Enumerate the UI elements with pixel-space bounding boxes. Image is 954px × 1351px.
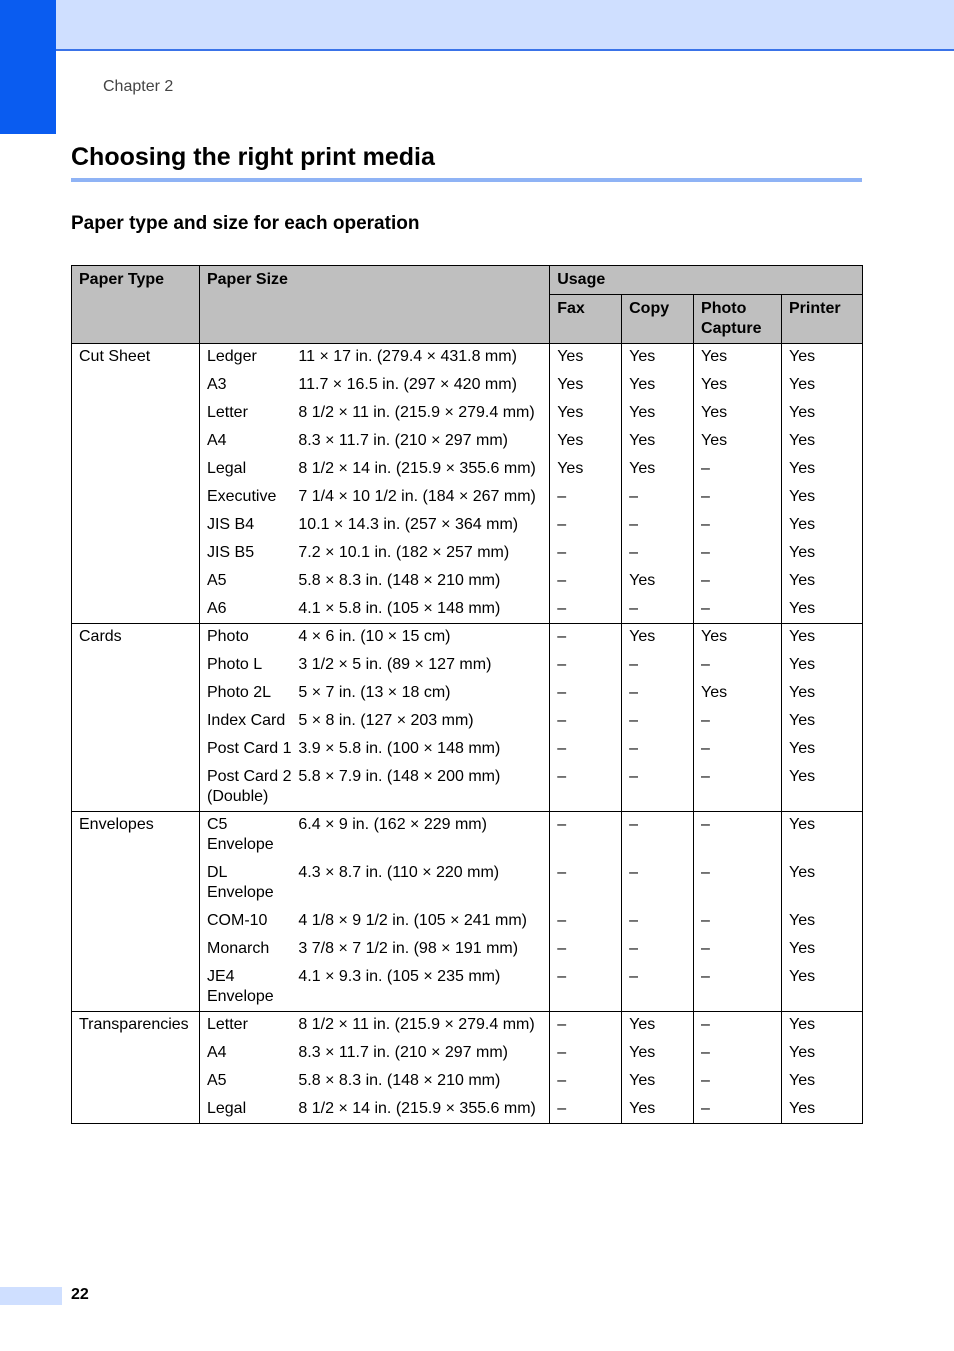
table-row [72, 764, 863, 812]
header-photo-capture: Photo Capture [694, 295, 782, 344]
size-dimensions-cell: 5 × 8 in. (127 × 203 mm) [295, 708, 549, 736]
fax-cell: – [550, 680, 622, 708]
fax-cell: – [550, 708, 622, 736]
printer-cell: Yes [782, 456, 863, 484]
photo-capture-cell: Yes [694, 344, 782, 372]
fax-cell: – [550, 908, 622, 936]
size-name-cell: Photo L [199, 652, 295, 680]
size-dimensions-cell: 7 1/4 × 10 1/2 in. (184 × 267 mm) [295, 484, 549, 512]
table-row [72, 1096, 863, 1124]
copy-cell: – [622, 764, 694, 812]
fax-cell: – [550, 764, 622, 812]
size-name-cell: Letter [199, 1012, 295, 1040]
size-name-cell: JIS B5 [199, 540, 295, 568]
paper-type-cell [72, 708, 200, 736]
printer-cell: Yes [782, 540, 863, 568]
size-dimensions-cell: 4 × 6 in. (10 × 15 cm) [295, 624, 549, 652]
copy-cell: – [622, 596, 694, 624]
paper-type-cell [72, 736, 200, 764]
photo-capture-cell: Yes [694, 624, 782, 652]
size-dimensions-cell: 5.8 × 8.3 in. (148 × 210 mm) [295, 1068, 549, 1096]
photo-capture-cell: Yes [694, 428, 782, 456]
copy-cell: – [622, 936, 694, 964]
size-dimensions-cell: 8 1/2 × 14 in. (215.9 × 355.6 mm) [295, 456, 549, 484]
header-band [0, 0, 954, 51]
paper-type-cell [72, 964, 200, 1012]
size-name-cell: Legal [199, 456, 295, 484]
size-name-cell: A6 [199, 596, 295, 624]
paper-type-cell [72, 680, 200, 708]
printer-cell: Yes [782, 624, 863, 652]
paper-type-cell: Cards [72, 624, 200, 652]
photo-capture-cell: – [694, 1096, 782, 1124]
printer-cell: Yes [782, 1068, 863, 1096]
photo-capture-cell: – [694, 512, 782, 540]
size-name-cell: Ledger [199, 344, 295, 372]
printer-cell: Yes [782, 860, 863, 908]
size-name-cell: COM-10 [199, 908, 295, 936]
printer-cell: Yes [782, 812, 863, 860]
section-heading: Paper type and size for each operation [71, 213, 420, 234]
copy-cell: Yes [622, 568, 694, 596]
table-row [72, 568, 863, 596]
copy-cell: – [622, 680, 694, 708]
fax-cell: Yes [550, 400, 622, 428]
table-row [72, 372, 863, 400]
table-row [72, 1012, 863, 1040]
size-name-cell: Post Card 1 [199, 736, 295, 764]
copy-cell: Yes [622, 1012, 694, 1040]
paper-type-cell [72, 1068, 200, 1096]
photo-capture-cell: – [694, 484, 782, 512]
paper-type-cell [72, 428, 200, 456]
fax-cell: – [550, 568, 622, 596]
photo-capture-cell: Yes [694, 400, 782, 428]
size-dimensions-cell: 4.1 × 5.8 in. (105 × 148 mm) [295, 596, 549, 624]
paper-type-cell: Transparencies [72, 1012, 200, 1040]
size-dimensions-cell: 10.1 × 14.3 in. (257 × 364 mm) [295, 512, 549, 540]
copy-cell: – [622, 812, 694, 860]
header-copy: Copy [622, 295, 694, 344]
fax-cell: – [550, 736, 622, 764]
size-dimensions-cell: 8 1/2 × 11 in. (215.9 × 279.4 mm) [295, 1012, 549, 1040]
copy-cell: Yes [622, 1040, 694, 1068]
photo-capture-cell: – [694, 1040, 782, 1068]
copy-cell: Yes [622, 344, 694, 372]
copy-cell: Yes [622, 372, 694, 400]
size-name-cell: A4 [199, 428, 295, 456]
paper-type-cell [72, 596, 200, 624]
copy-cell: – [622, 908, 694, 936]
table-body [72, 344, 863, 1124]
size-dimensions-cell: 4.1 × 9.3 in. (105 × 235 mm) [295, 964, 549, 1012]
copy-cell: – [622, 484, 694, 512]
copy-cell: Yes [622, 428, 694, 456]
footer-bar [0, 1287, 62, 1305]
paper-type-cell [72, 652, 200, 680]
fax-cell: – [550, 596, 622, 624]
size-name-cell: DL Envelope [199, 860, 295, 908]
printer-cell: Yes [782, 344, 863, 372]
fax-cell: – [550, 936, 622, 964]
table-row [72, 736, 863, 764]
photo-capture-cell: – [694, 908, 782, 936]
fax-cell: – [550, 652, 622, 680]
copy-cell: – [622, 540, 694, 568]
photo-capture-cell: – [694, 1012, 782, 1040]
copy-cell: – [622, 860, 694, 908]
size-name-cell: Index Card [199, 708, 295, 736]
copy-cell: – [622, 964, 694, 1012]
size-name-cell: Letter [199, 400, 295, 428]
printer-cell: Yes [782, 652, 863, 680]
size-name-cell: Executive [199, 484, 295, 512]
photo-capture-cell: – [694, 736, 782, 764]
table-row [72, 1040, 863, 1068]
table-row [72, 936, 863, 964]
printer-cell: Yes [782, 372, 863, 400]
size-name-cell: Monarch [199, 936, 295, 964]
printer-cell: Yes [782, 428, 863, 456]
paper-type-cell [72, 1040, 200, 1068]
fax-cell: – [550, 484, 622, 512]
table-row [72, 596, 863, 624]
size-dimensions-cell: 3 1/2 × 5 in. (89 × 127 mm) [295, 652, 549, 680]
photo-capture-cell: – [694, 540, 782, 568]
header-fax: Fax [550, 295, 622, 344]
printer-cell: Yes [782, 512, 863, 540]
size-name-cell: A4 [199, 1040, 295, 1068]
printer-cell: Yes [782, 1040, 863, 1068]
fax-cell: Yes [550, 344, 622, 372]
size-dimensions-cell: 3.9 × 5.8 in. (100 × 148 mm) [295, 736, 549, 764]
table-row [72, 1068, 863, 1096]
copy-cell: Yes [622, 624, 694, 652]
printer-cell: Yes [782, 908, 863, 936]
paper-type-cell [72, 908, 200, 936]
photo-capture-cell: Yes [694, 372, 782, 400]
page-title: Choosing the right print media [71, 143, 435, 171]
paper-type-cell [72, 456, 200, 484]
size-dimensions-cell: 5.8 × 8.3 in. (148 × 210 mm) [295, 568, 549, 596]
fax-cell: – [550, 1068, 622, 1096]
paper-type-cell [72, 860, 200, 908]
size-dimensions-cell: 4 1/8 × 9 1/2 in. (105 × 241 mm) [295, 908, 549, 936]
chapter-label: Chapter 2 [103, 78, 174, 95]
printer-cell: Yes [782, 1096, 863, 1124]
size-dimensions-cell: 11.7 × 16.5 in. (297 × 420 mm) [295, 372, 549, 400]
fax-cell: – [550, 1012, 622, 1040]
fax-cell: – [550, 860, 622, 908]
copy-cell: – [622, 736, 694, 764]
fax-cell: Yes [550, 428, 622, 456]
printer-cell: Yes [782, 736, 863, 764]
fax-cell: – [550, 540, 622, 568]
printer-cell: Yes [782, 484, 863, 512]
size-name-cell: A5 [199, 1068, 295, 1096]
photo-capture-cell: Yes [694, 680, 782, 708]
fax-cell: – [550, 1096, 622, 1124]
header-printer: Printer [782, 295, 863, 344]
size-name-cell: JE4 Envelope [199, 964, 295, 1012]
paper-type-cell [72, 936, 200, 964]
table-row [72, 512, 863, 540]
paper-type-cell: Envelopes [72, 812, 200, 860]
table-row [72, 456, 863, 484]
copy-cell: – [622, 708, 694, 736]
table-row [72, 680, 863, 708]
photo-capture-cell: – [694, 568, 782, 596]
fax-cell: – [550, 1040, 622, 1068]
printer-cell: Yes [782, 936, 863, 964]
printer-cell: Yes [782, 596, 863, 624]
fax-cell: Yes [550, 456, 622, 484]
copy-cell: – [622, 652, 694, 680]
table-row [72, 860, 863, 908]
photo-capture-cell: – [694, 936, 782, 964]
photo-capture-cell: – [694, 456, 782, 484]
size-name-cell: C5 Envelope [199, 812, 295, 860]
table-row [72, 964, 863, 1012]
printer-cell: Yes [782, 964, 863, 1012]
size-dimensions-cell: 4.3 × 8.7 in. (110 × 220 mm) [295, 860, 549, 908]
paper-type-table [71, 265, 863, 1124]
photo-capture-cell: – [694, 1068, 782, 1096]
paper-type-cell [72, 512, 200, 540]
header-usage: Usage [550, 266, 863, 295]
fax-cell: – [550, 964, 622, 1012]
title-rule [71, 178, 862, 182]
size-dimensions-cell: 5.8 × 7.9 in. (148 × 200 mm) [295, 764, 549, 812]
paper-type-cell [72, 372, 200, 400]
printer-cell: Yes [782, 680, 863, 708]
printer-cell: Yes [782, 400, 863, 428]
page-number: 22 [71, 1286, 89, 1303]
table-row [72, 624, 863, 652]
size-name-cell: A3 [199, 372, 295, 400]
printer-cell: Yes [782, 1012, 863, 1040]
size-dimensions-cell: 8.3 × 11.7 in. (210 × 297 mm) [295, 428, 549, 456]
paper-type-cell [72, 764, 200, 812]
copy-cell: Yes [622, 456, 694, 484]
header-paper-size: Paper Size [199, 266, 549, 344]
paper-type-cell [72, 400, 200, 428]
table-row [72, 812, 863, 860]
size-dimensions-cell: 3 7/8 × 7 1/2 in. (98 × 191 mm) [295, 936, 549, 964]
copy-cell: Yes [622, 1096, 694, 1124]
printer-cell: Yes [782, 764, 863, 812]
size-dimensions-cell: 6.4 × 9 in. (162 × 229 mm) [295, 812, 549, 860]
table-row [72, 484, 863, 512]
size-name-cell: Photo 2L [199, 680, 295, 708]
size-name-cell: Legal [199, 1096, 295, 1124]
chapter-tab [0, 0, 56, 134]
paper-type-cell [72, 484, 200, 512]
size-name-cell: JIS B4 [199, 512, 295, 540]
table-row [72, 708, 863, 736]
fax-cell: – [550, 512, 622, 540]
photo-capture-cell: – [694, 596, 782, 624]
header-paper-type: Paper Type [72, 266, 200, 344]
size-dimensions-cell: 5 × 7 in. (13 × 18 cm) [295, 680, 549, 708]
table-row [72, 400, 863, 428]
paper-type-cell: Cut Sheet [72, 344, 200, 372]
fax-cell: – [550, 624, 622, 652]
photo-capture-cell: – [694, 708, 782, 736]
copy-cell: Yes [622, 1068, 694, 1096]
size-name-cell: Photo [199, 624, 295, 652]
copy-cell: Yes [622, 400, 694, 428]
copy-cell: – [622, 512, 694, 540]
size-dimensions-cell: 7.2 × 10.1 in. (182 × 257 mm) [295, 540, 549, 568]
size-dimensions-cell: 11 × 17 in. (279.4 × 431.8 mm) [295, 344, 549, 372]
paper-type-cell [72, 568, 200, 596]
size-name-cell: Post Card 2 (Double) [199, 764, 295, 812]
photo-capture-cell: – [694, 860, 782, 908]
table-row [72, 652, 863, 680]
size-name-cell: A5 [199, 568, 295, 596]
size-dimensions-cell: 8.3 × 11.7 in. (210 × 297 mm) [295, 1040, 549, 1068]
size-dimensions-cell: 8 1/2 × 14 in. (215.9 × 355.6 mm) [295, 1096, 549, 1124]
table-row [72, 344, 863, 372]
table-row [72, 428, 863, 456]
table-row [72, 908, 863, 936]
photo-capture-cell: – [694, 652, 782, 680]
table-row [72, 540, 863, 568]
size-dimensions-cell: 8 1/2 × 11 in. (215.9 × 279.4 mm) [295, 400, 549, 428]
photo-capture-cell: – [694, 812, 782, 860]
photo-capture-cell: – [694, 964, 782, 1012]
paper-type-cell [72, 1096, 200, 1124]
paper-type-cell [72, 540, 200, 568]
fax-cell: Yes [550, 372, 622, 400]
photo-capture-cell: – [694, 764, 782, 812]
fax-cell: – [550, 812, 622, 860]
printer-cell: Yes [782, 708, 863, 736]
printer-cell: Yes [782, 568, 863, 596]
